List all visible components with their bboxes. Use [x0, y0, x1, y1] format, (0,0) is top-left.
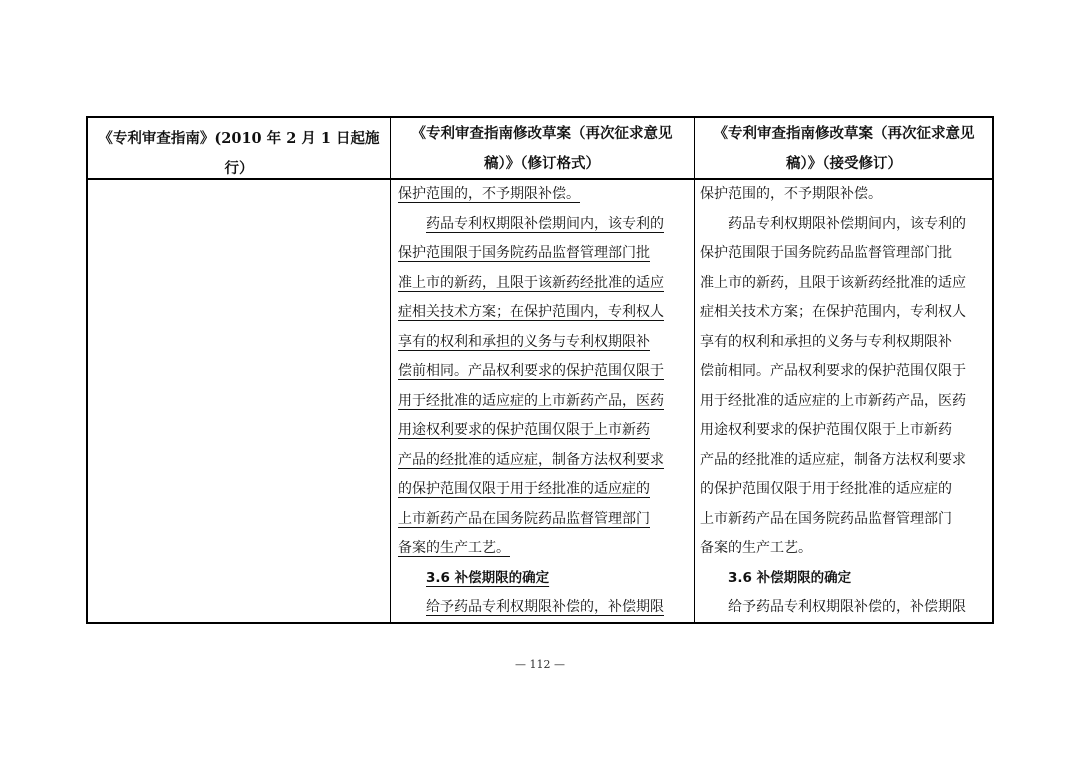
list-item: 产品的经批准的适应症，制备方法权利要求 [398, 451, 664, 468]
list-item: 症相关技术方案；在保护范围内，专利权人 [398, 304, 664, 320]
column-divider [390, 118, 391, 622]
list-item: 保护范围限于国务院药品监督管理部门批 [700, 245, 952, 261]
list-item: 准上市的新药，且限于该新药经批准的适应 [398, 274, 664, 291]
list-item: 保护范围限于国务院药品监督管理部门批 [398, 245, 650, 261]
list-item: 给予药品专利权期限补偿的，补偿期限 [426, 599, 664, 615]
list-item: 保护范围的，不予期限补偿。 [398, 186, 580, 202]
list-item: 保护范围的，不予期限补偿。 [700, 186, 882, 202]
list-item: 用途权利要求的保护范围仅限于上市新药 [700, 422, 952, 438]
section-heading: 3.6 补偿期限的确定 [728, 569, 852, 586]
list-item: 药品专利权期限补偿期间内，该专利的 [728, 215, 966, 232]
list-item: 的保护范围仅限于用于经批准的适应症的 [700, 481, 952, 497]
header-col2-line1: 《专利审查指南修改草案（再次征求意见 [411, 125, 673, 142]
list-item: 药品专利权期限补偿期间内，该专利的 [426, 215, 664, 232]
header-revision-format [390, 118, 694, 180]
list-item: 用途权利要求的保护范围仅限于上市新药 [398, 422, 650, 438]
list-item: 症相关技术方案；在保护范围内，专利权人 [700, 304, 966, 320]
list-item: 产品的经批准的适应症，制备方法权利要求 [700, 451, 966, 468]
accepted-revision-body [700, 180, 992, 623]
list-item: 上市新药产品在国务院药品监督管理部门 [398, 510, 650, 527]
header-col1-text: 《专利审查指南》(2010 年 2 月 1 日起施行） [98, 130, 380, 177]
list-item: 的保护范围仅限于用于经批准的适应症的 [398, 481, 650, 497]
list-item: 用于经批准的适应症的上市新药产品，医药 [700, 392, 966, 409]
list-item: 备案的生产工艺。 [700, 540, 812, 556]
list-item: 上市新药产品在国务院药品监督管理部门 [700, 510, 952, 527]
list-item: 享有的权利和承担的义务与专利权期限补 [398, 333, 650, 350]
header-col3-line2: 稿）》（接受修订） [786, 155, 902, 172]
list-item: 享有的权利和承担的义务与专利权期限补 [700, 333, 952, 350]
header-accepted-revision [694, 118, 994, 180]
list-item: 偿前相同。产品权利要求的保护范围仅限于 [398, 363, 664, 379]
header-col2-line2: 稿）》（修订格式） [484, 155, 600, 172]
header-original-guidelines [88, 118, 390, 180]
page-number: — 112 — [515, 658, 565, 671]
list-item: 备案的生产工艺。 [398, 540, 510, 556]
comparison-table [86, 116, 994, 624]
list-item: 给予药品专利权期限补偿的，补偿期限 [728, 599, 966, 615]
header-col3-line1: 《专利审查指南修改草案（再次征求意见 [713, 125, 975, 142]
column-divider [694, 118, 695, 622]
section-heading: 3.6 补偿期限的确定 [426, 569, 550, 586]
list-item: 准上市的新药，且限于该新药经批准的适应 [700, 274, 966, 291]
revision-format-body [398, 180, 690, 623]
list-item: 偿前相同。产品权利要求的保护范围仅限于 [700, 363, 966, 379]
list-item: 用于经批准的适应症的上市新药产品，医药 [398, 392, 664, 409]
